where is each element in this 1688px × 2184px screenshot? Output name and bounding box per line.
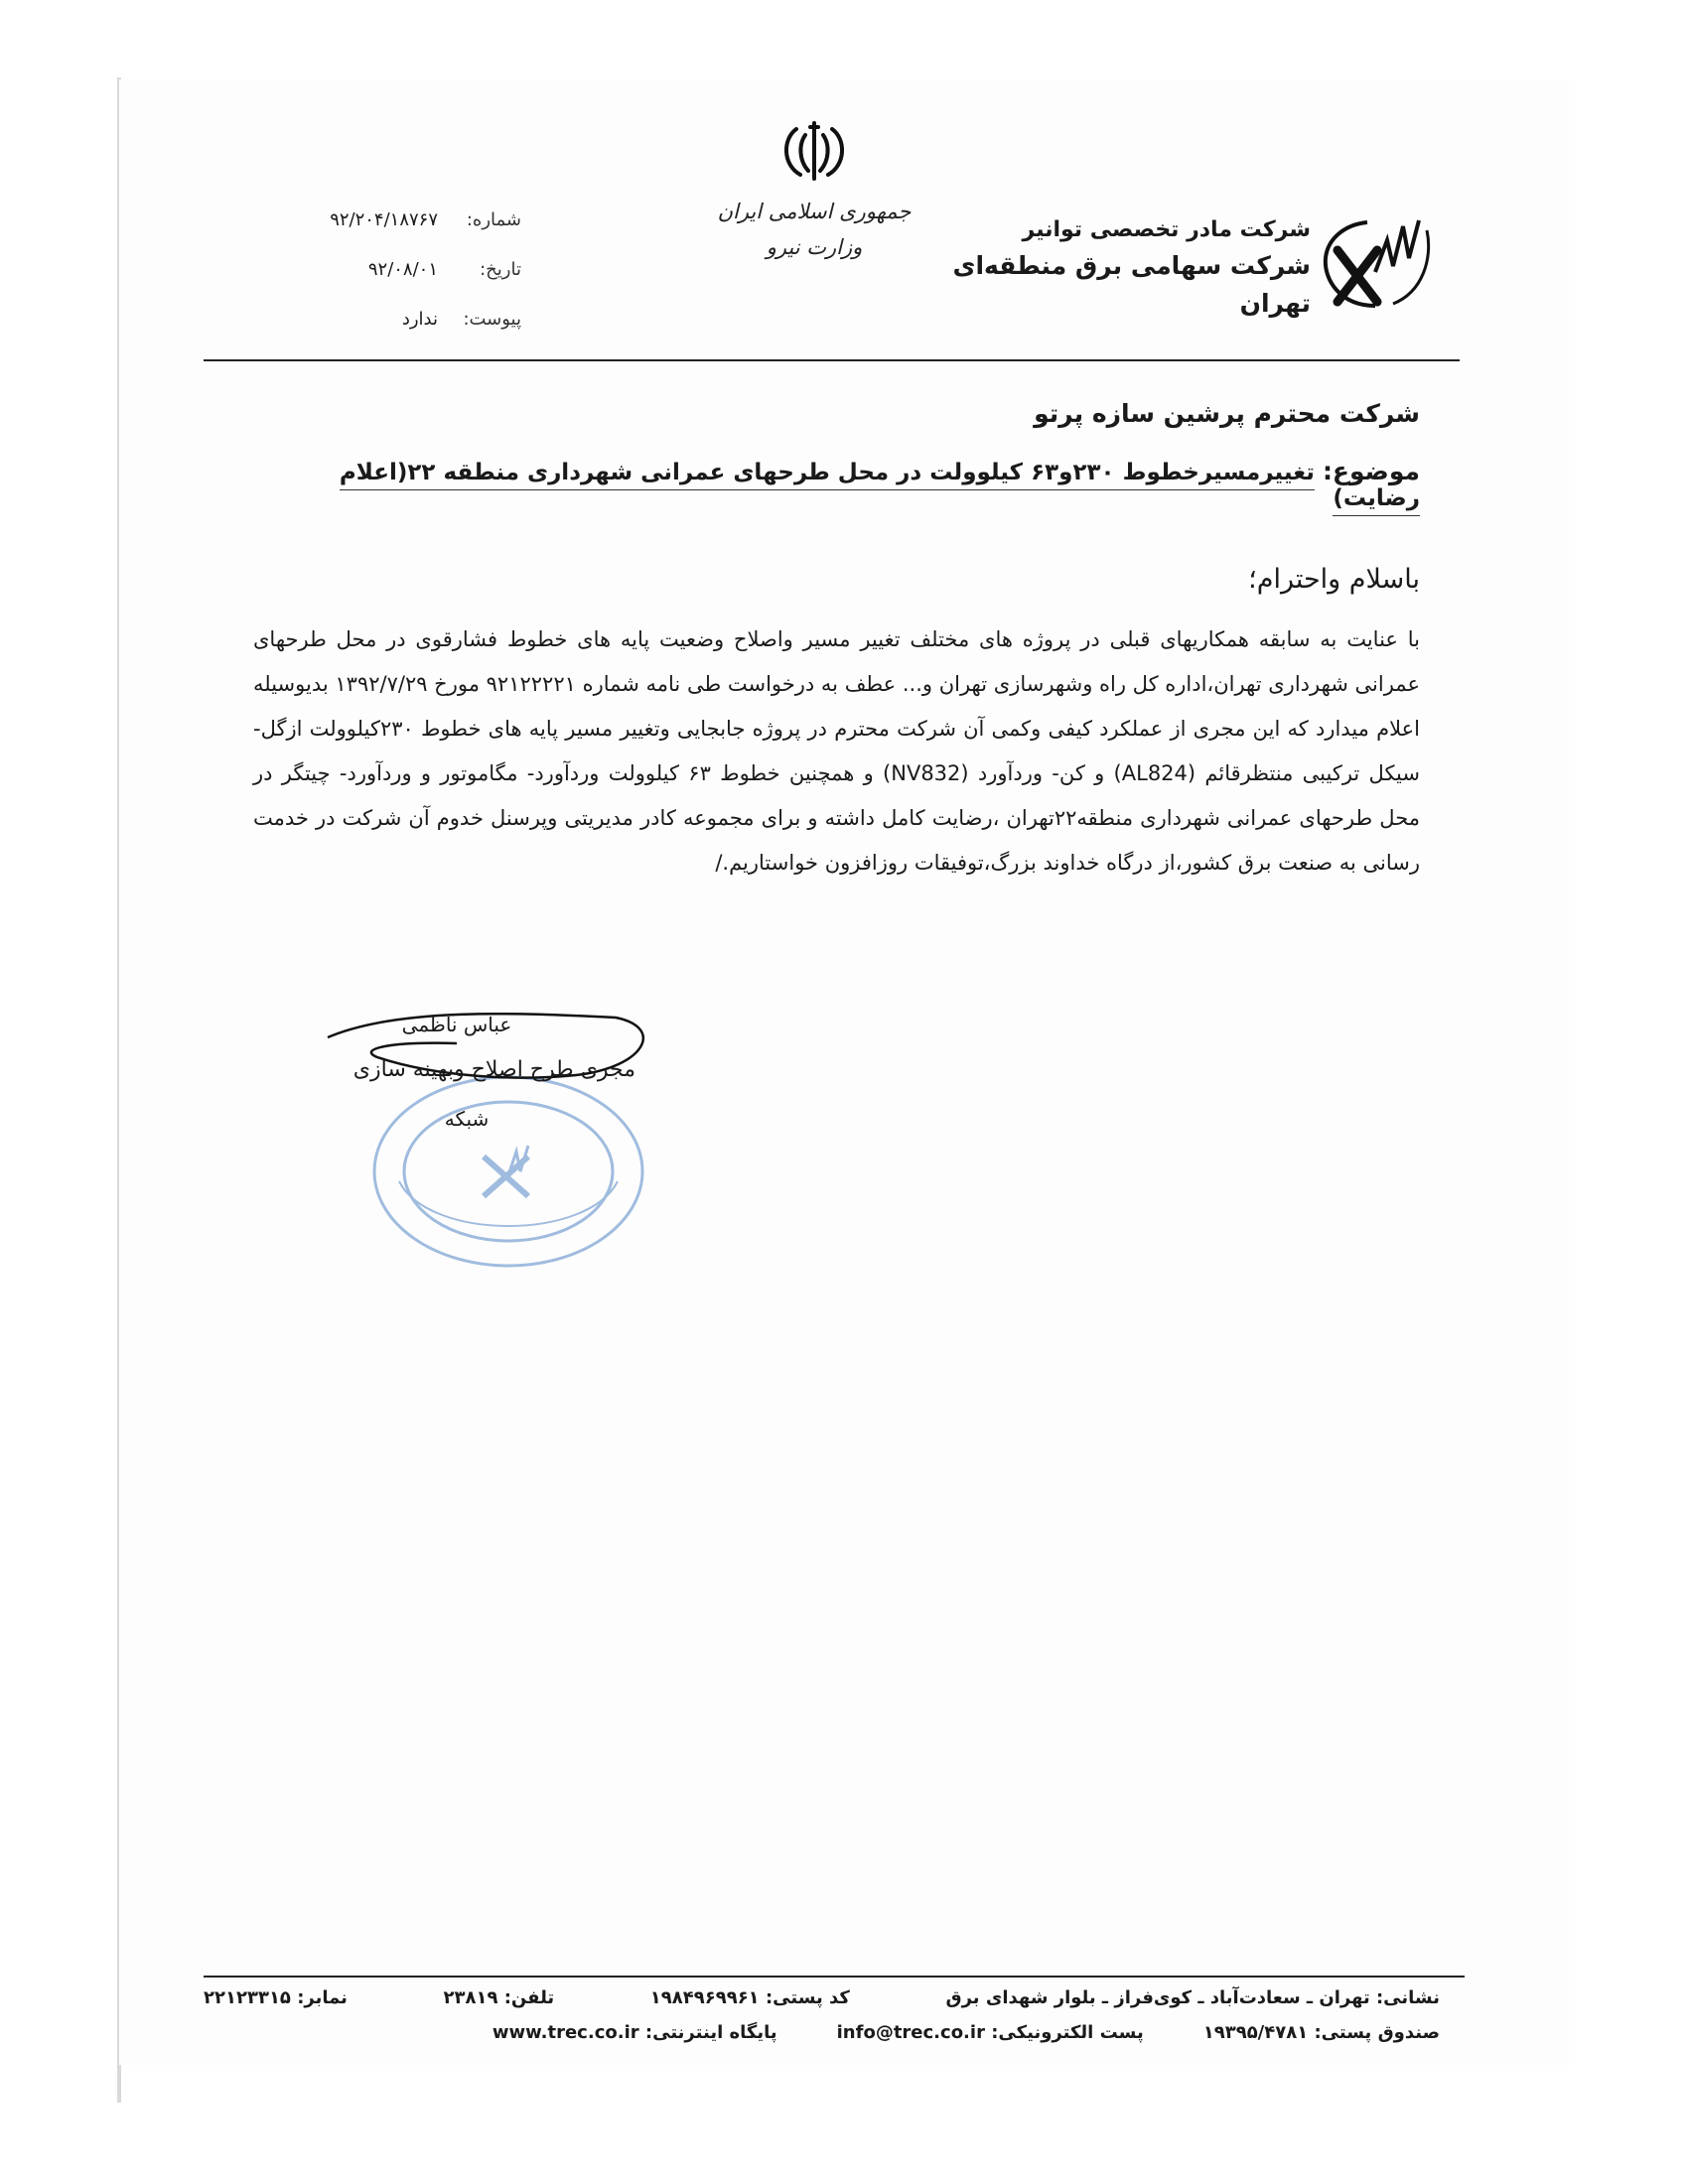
meta-number-label: شماره:	[466, 208, 521, 230]
meta-number-value: ۹۲/۲۰۴/۱۸۷۶۷	[330, 208, 438, 230]
footer-row-1	[204, 1987, 1440, 2008]
meta-attachment-label: پیوست:	[463, 308, 521, 330]
iran-emblem-icon	[774, 117, 854, 187]
footer-row-2	[204, 2022, 1479, 2043]
official-stamp	[369, 1072, 647, 1271]
company-heading	[933, 213, 1311, 323]
footer-po-box: صندوق پستی: ۱۹۳۹۵/۴۷۸۱	[1202, 2022, 1440, 2043]
footer-address: نشانی: تهران ـ سعادت‌آباد ـ کوی‌فراز ـ بلوار شهدای برق	[945, 1987, 1440, 2008]
company-logo-icon	[1316, 210, 1435, 315]
footer-fax: نمابر: ۲۲۱۲۳۳۱۵	[204, 1987, 348, 2008]
footer-website-label: پایگاه اینترنتی:	[644, 2022, 777, 2043]
subject-text: تغییرمسیرخطوط ۲۳۰و۶۳ کیلوولت در محل طرحهای عمرانی شهرداری منطقه ۲۲(اعلام رضایت)	[340, 460, 1420, 516]
meta-number-row	[253, 195, 521, 244]
letter-body: با عنایت به سابقه همکاریهای قبلی در پروژه های مختلف تغییر مسیر واصلاح وضعیت پایه های خطوط فشارقوی در محل طرحهای عمرانی شهرداری تهران،اداره کل راه وشهرسازی تهران و... عطف به درخواست طی نامه شماره ۹۲۱۲۲۲۲۱ مورخ ۱۳۹۲/۷/۲۹ بدیوسیله اعلام میدارد که این مجری از عملکرد کیفی وکمی آن شرکت محترم در پروژه جابجایی وتغییر مسیر پایه های خطوط ۲۳۰کیلوولت ازگل- سیکل ترکیبی منتظرقائم (AL824) و کن- وردآورد (NV832) و همچنین خطوط ۶۳ کیلوولت وردآورد- مگاموتور و وردآورد- چیتگر در محل طرحهای عمرانی شهرداری منطقه۲۲تهران ،رضایت کامل داشته و برای مجموعه کادر مدیریتی وپرسنل خدوم آن شرکت در خدمت رسانی به صنعت برق کشور،از درگاه خداوند بزرگ،توفیقات روزافزون خواستاریم./	[253, 627, 1421, 875]
recipient: شرکت محترم پرشین سازه پرتو	[1034, 399, 1420, 428]
meta-attachment-value: ندارد	[401, 308, 438, 330]
meta-date-row	[253, 244, 521, 294]
footer-email[interactable]: info@trec.co.ir	[836, 2022, 985, 2043]
footer-email-group	[837, 2022, 1144, 2043]
subject	[298, 457, 1420, 511]
subject-label: موضوع:	[1322, 457, 1420, 485]
header-divider	[204, 359, 1460, 361]
company-name: شرکت سهامی برق منطقه‌ای تهران	[952, 251, 1311, 318]
meta-attachment-row	[253, 294, 521, 343]
footer-email-label: پست الکترونیکی:	[991, 2022, 1144, 2043]
footer-website-group	[492, 2022, 777, 2043]
company-parent: شرکت مادر تخصصی توانیر	[1022, 217, 1311, 242]
signatory-title: مجری طرح اصلاح وبهینه سازی	[352, 1057, 635, 1082]
salutation: باسلام واحترام؛	[1248, 564, 1420, 595]
government-heading	[715, 194, 914, 265]
meta-date-label: تاریخ:	[480, 258, 521, 280]
signatory-name: عباس ناظمی	[401, 1013, 512, 1036]
footer-divider	[204, 1976, 1465, 1978]
signatory-title-continued: شبکه	[444, 1107, 490, 1131]
letter-meta	[253, 195, 521, 343]
government-line-ministry: وزارت نیرو	[766, 235, 863, 259]
meta-date-value: ۹۲/۰۸/۰۱	[367, 258, 438, 280]
footer-phone: تلفن: ۲۳۸۱۹	[443, 1987, 555, 2008]
government-line-country: جمهوری اسلامی ایران	[717, 200, 912, 223]
footer-postal-code: کد پستی: ۱۹۸۴۹۶۹۹۶۱	[649, 1987, 850, 2008]
footer-website[interactable]: www.trec.co.ir	[492, 2022, 639, 2043]
